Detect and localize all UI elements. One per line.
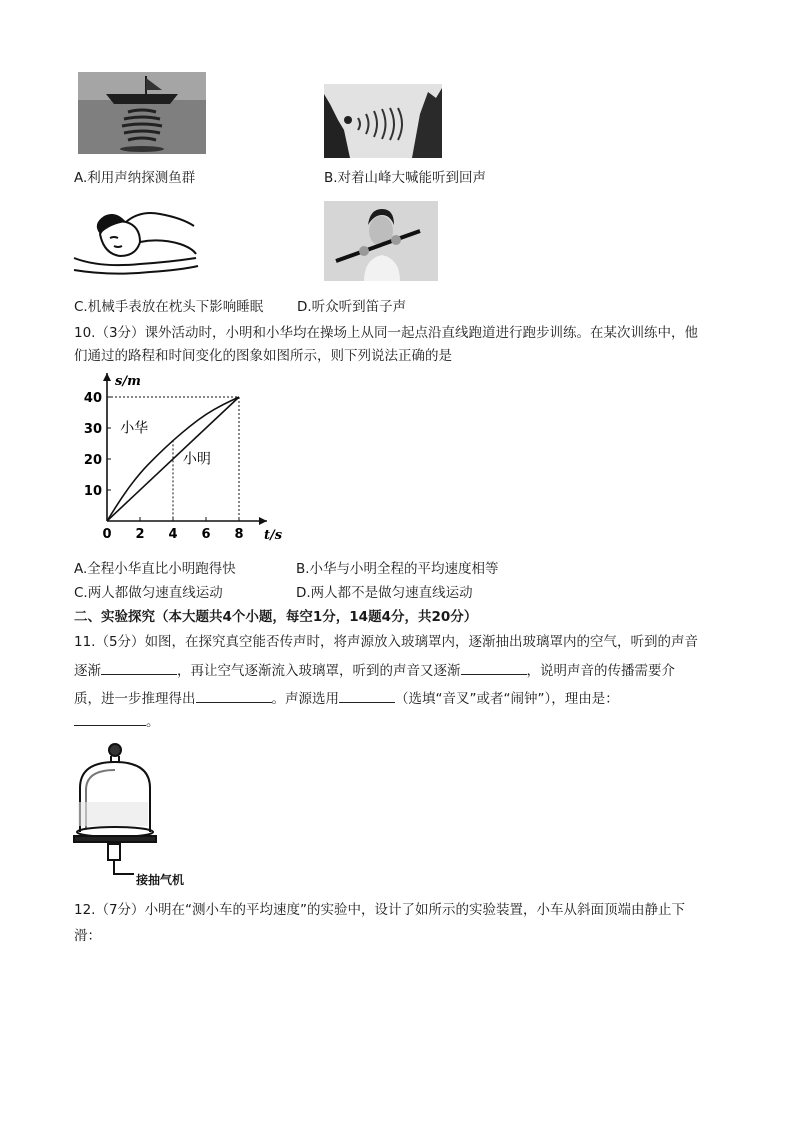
q10-number: 10.（3分） <box>74 325 145 341</box>
x-axis-label: t/s <box>264 528 283 543</box>
sleeping-person-image <box>70 204 200 278</box>
x-tick-label: 8 <box>234 527 244 542</box>
y-tick-label: 40 <box>83 391 102 406</box>
q11-number: 11.（5分） <box>74 634 145 650</box>
answer-blank-3[interactable] <box>196 688 272 703</box>
y-axis-arrow <box>103 373 111 381</box>
q12-text-1: 小明在“测小车的平均速度”的实验中，设计了如所示的实验装置，小车从斜面顶端由静止下 <box>144 902 686 918</box>
series-label-2: 小明 <box>182 451 211 468</box>
vacuum-pump-label: 接抽气机 <box>136 873 185 887</box>
q11-text-2a: 逐渐 <box>74 663 101 679</box>
x-tick-label: 6 <box>201 527 211 542</box>
q11-line4 <box>74 711 160 732</box>
q11-line2 <box>74 660 675 681</box>
x-tick-label: 0 <box>102 527 112 542</box>
q11-line3 <box>74 688 619 709</box>
distance-time-chart <box>76 374 283 546</box>
q10-option-d: D.两人都不是做匀速直线运动 <box>296 585 473 601</box>
section2-title: 二、实验探究（本大题共4个小题，每空1分，14题4分，共20分） <box>74 609 478 625</box>
x-tick-label: 2 <box>135 527 145 542</box>
sonar-boat-image <box>78 72 206 154</box>
q9-option-b: B.对着山峰大喊能听到回声 <box>324 170 487 186</box>
y-tick-label: 30 <box>83 422 102 437</box>
flute-player-image <box>324 201 438 281</box>
series-label-1: 小华 <box>120 420 149 437</box>
q11-text-2c: ，说明声音的传播需要介 <box>526 663 675 679</box>
x-tick-label: 4 <box>168 527 178 542</box>
q9-option-a: A.利用声纳探测鱼群 <box>74 170 196 186</box>
q9-option-d: D.听众听到笛子声 <box>297 299 407 315</box>
q12-line1 <box>74 900 685 920</box>
q10-text-1: 课外活动时，小明和小华均在操场上从同一起点沿直线跑道进行跑步训练。在某次训练中，他 <box>144 325 699 341</box>
q10-option-b: B.小华与小明全程的平均速度相等 <box>296 561 499 577</box>
q10-line2: 们通过的路程和时间变化的图象如图所示，则下列说法正确的是 <box>74 348 452 364</box>
y-tick-label: 20 <box>83 453 102 468</box>
q11-text-3b: 。声源选用 <box>271 691 339 707</box>
bell-jar-figure <box>70 740 220 890</box>
answer-blank-1[interactable] <box>101 660 177 675</box>
answer-blank-5[interactable] <box>74 711 146 726</box>
q9-option-c: C.机械手表放在枕头下影响睡眠 <box>74 299 264 315</box>
q10-option-a: A.全程小华直比小明跑得快 <box>74 561 236 577</box>
x-axis-arrow <box>259 517 267 525</box>
q11-text-4: 。 <box>146 714 160 730</box>
q11-text-3c: （选填“音叉”或者“闹钟”），理由是： <box>395 691 619 707</box>
q11-text-3a: 质，进一步推理得出 <box>74 691 196 707</box>
q11-text-1: 如图，在探究真空能否传声时，将声源放入玻璃罩内，逐渐抽出玻璃罩内的空气，听到的声音 <box>144 634 699 650</box>
answer-blank-4[interactable] <box>339 688 395 703</box>
q11-text-2b: ，再让空气逐渐流入玻璃罩，听到的声音又逐渐 <box>177 663 461 679</box>
answer-blank-2[interactable] <box>461 660 527 675</box>
mountain-echo-image <box>324 84 442 158</box>
q12-line2: 滑： <box>74 928 101 944</box>
y-tick-label: 10 <box>83 484 102 499</box>
y-axis-label: s/m <box>115 374 141 389</box>
q11-line1 <box>74 632 698 652</box>
q10-line1 <box>74 323 698 343</box>
q10-option-c: C.两人都做匀速直线运动 <box>74 585 223 601</box>
q12-number: 12.（7分） <box>74 902 145 918</box>
